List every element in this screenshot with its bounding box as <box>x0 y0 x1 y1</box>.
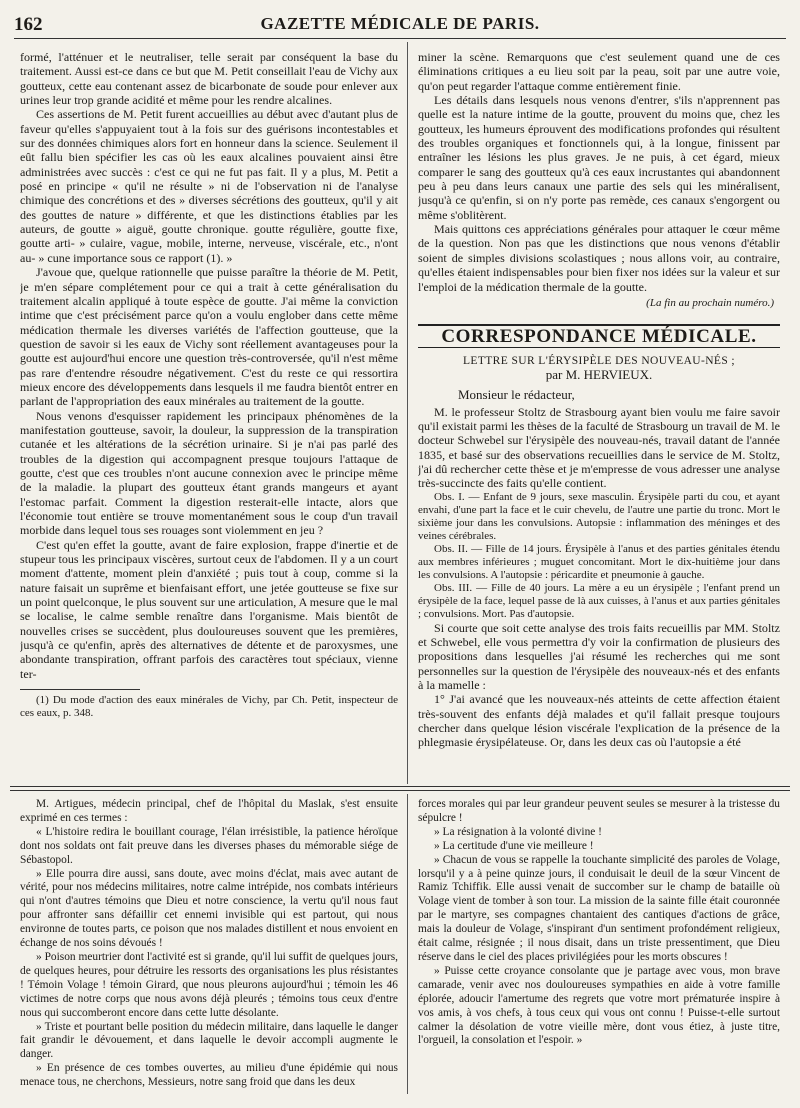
journal-title: GAZETTE MÉDICALE DE PARIS. <box>260 14 540 33</box>
paragraph: forces morales qui par leur grandeur peuvent seules se mesurer à la tristesse du sépulcre ! <box>418 798 780 824</box>
column-divider <box>407 42 408 784</box>
observation: Obs. III. — Fille de 40 jours. La mère a eu un érysipèle ; l'enfant prend un érysipèle de la face, lequel passe de là aux cuisses, à l'anus et aux parties génitales ; convulsions. Mort. Pas d'autopsie. <box>418 581 780 620</box>
left-column <box>20 50 398 782</box>
salutation: Monsieur le rédacteur, <box>458 387 575 403</box>
bottom-right-column <box>418 798 780 1098</box>
paragraph: formé, l'atténuer et le neutraliser, telle serait par conséquent la base du traitement. Aussi est-ce dans ce but que M. Petit conseillait l'eau de Vichy aux goutteux, cette eau contenant assez de bicarbonate de soude pour enlever aux urines leur trop grande acidité et même pour les rendre alcalines. <box>20 50 398 108</box>
paragraph: » La certitude d'une vie meilleure ! <box>434 839 594 852</box>
paragraph: » Elle pourra dire aussi, sans doute, avec moins d'éclat, mais avec autant de vérité, pour nos médecins militaires, notre calme intrépide, nos combats intérieurs qui n'ont d'autres témoins que Dieu et notre conscience, la vertu qu'il nous faut pour affronter sans défaillir cet ennemi invisible qui est partout, qui nous environne de toutes parts, ce poison que nos malades distillent et nous envoient en échange de nos soins dévoués ! <box>20 867 398 950</box>
paragraph: » La résignation à la volonté divine ! <box>434 825 602 838</box>
paragraph: » Puisse cette croyance consolante que je partage avec vous, mon brave camarade, venir avec nos douloureuses sympathies en aide à votre famille éplorée, adoucir l'amertume des regrets que votre mort prématurée inspire à vos amis, à vos chefs, à tous ceux qui vous ont connu ! Puisse-t-elle surtout calmer la désolation de votre vieille mère, dont vous étiez, à juste titre, l'orgueil, la consolation et l'espoir. » <box>418 964 780 1047</box>
paragraph: » En présence de ces tombes ouvertes, au milieu d'une épidémie qui nous menace tous, ne cherchons, Messieurs, notre sang froid que dans les deux <box>20 1062 398 1089</box>
column-divider <box>407 794 408 1094</box>
paragraph: » Triste et pourtant belle position du médecin militaire, dans laquelle le danger fait grandir le dévouement, et dans laquelle le devoir accompli augmente le danger. <box>20 1020 398 1061</box>
right-column <box>418 50 780 784</box>
continuation-note: (La fin au prochain numéro.) <box>646 296 774 309</box>
observation: Obs. II. — Fille de 14 jours. Érysipèle à l'anus et des parties génitales étendu aux membres inférieures ; muguet concomitant. Mort le dix-huitième jour dans les convulsions. A l'autopsie : péricardite et pneumonie à gauche. <box>418 542 780 581</box>
section-heading-box <box>418 324 780 347</box>
paragraph: « L'histoire redira le bouillant courage, l'élan irrésistible, la patience héroïque dont nos soldats ont fait preuve dans les diverses phases du mémorable siége de Sébastopol. <box>20 825 398 866</box>
section-title: CORRESPONDANCE MÉDICALE. <box>441 326 757 348</box>
paragraph: » Poison meurtrier dont l'activité est si grande, qu'il lui suffit de quelques jours, de quelques heures, pour détruire les ressorts des organisations les plus résistantes ! Témoin Volage ! témoin Girard, que nous pleurons aujourd'hui ; témoin les 46 victimes de notre corps que nous avons déjà pleurés ; témoins tous ceux d'entre nous qui succomberont encore dans cette lutte désolante. <box>20 950 398 1019</box>
paragraph: M. le professeur Stoltz de Strasbourg ayant bien voulu me faire savoir qu'il existait parmi les thèses de la faculté de Strasbourg un travail de M. le docteur Schwebel sur l'érysipèle des nouveau-nés, travail datant de l'année 1835, et basé sur des observations recueillies dans le service de M. Stoltz, j'ai dû rechercher cette thèse et je m'empresse de vous adresser une analyse très-succincte des faits qu'elle contient. <box>418 404 780 491</box>
letter-title: LETTRE SUR L'ÉRYSIPÈLE DES NOUVEAU-NÉS ; <box>462 354 736 367</box>
paragraph: Mais quittons ces appréciations générales pour attaquer le cœur même de la question. Non pas que les distinctions que nous venons d'établir soient de simples divisions scolastiques ; nous allons voir, au contraire, qu'elles étaient indispensables pour bien fixer nos idées sur la valeur et sur l'emploi de la médication thermale de la goutte. <box>418 222 780 294</box>
paragraph: Nous venons d'esquisser rapidement les principaux phénomènes de la manifestation goutteuse, savoir, la douleur, la suppression de la transpiration cutanée et les altérations de la sécrétion urinaire. Si je n'ai pas parlé des troubles de la digestion qui accompagnent presque toujours l'attaque de goutte, c'est que ces troubles n'ont aucune connexion avec le principe même de la maladie. la plupart des goutteux étant grands mangeurs et ayant l'estomac parfait. Comment la digestion resterait-elle intacte, alors que l'économie tout entière se trouve momentanément sous le coup d'un travail morbide dans lequel tous ses rouages sont violemment en jeu ? <box>20 408 398 538</box>
paragraph: Les détails dans lesquels nous venons d'entrer, s'ils n'apprennent pas quelle est la nature intime de la goutte, prouvent du moins que, chez les goutteux, les humeurs éprouvent des modifications profondes qui résultent des troubles organiques et fonctionnels qui, à la longue, finissent par entraîner les lésions les plus graves. Je ne puis, à cet égard, mieux comparer le sang des goutteux qu'à ces eaux incrustantes qui abandonnent peu à peu dans leurs canaux une partie des sels qui les minéralisent, jusqu'à ce qu'enfin, si on n'y porte pas remède, ces canaux s'engorgent ou même s'oblitèrent. <box>418 93 780 222</box>
paragraph: » Chacun de vous se rappelle la touchante simplicité des paroles de Volage, lorsqu'il y a à peine quinze jours, il conduisait le deuil de la sœur Vincent de Ramiz Tchiffik. Elle aussi venait de succomber sur le champ de bataille où Volage vient de tomber à son tour. La mission de la sainte fille était couronnée par le martyre, ses compagnes chantaient des cantiques d'actions de grâce, mais la douleur de Volage, s'inspirant d'un sentiment profondément religieux, était calme, résignée ; il nous disait, dans un triste pressentiment, que Dieu réserve dans le ciel des places privilégiées pour les morts obscures ! <box>418 853 780 963</box>
paragraph: J'avoue que, quelque rationnelle que puisse paraître la théorie de M. Petit, je m'en sépare complétement pour ce qui a trait à cette généralisation du traitement alcalin appliqué à toute espèce de goutte. J'ai même la conviction intime que c'est précisément parce qu'on a voulu englober dans cette même médication thermale les diverses variétés de l'affection goutteuse, que la question de savoir si les eaux de Vichy sont réellement avantageuses pour la goutte est aujourd'hui encore une question très-controversée, qu'il n'est même pas rare d'entendre résoudre négativement. C'est du reste ce qui ressortira mieux encore des développements dans lesquels il me faudra bientôt entrer en parlant de l'appropriation des eaux minérales au traitement de la goutte. <box>20 265 398 409</box>
footnote: (1) Du mode d'action des eaux minérales de Vichy, par Ch. Petit, inspecteur de ces eaux, p. 348. <box>20 694 398 720</box>
observation: Obs. I. — Enfant de 9 jours, sexe masculin. Érysipèle parti du cou, et ayant envahi, d'une part la face et le cuir chevelu, de l'autre une partie du tronc. Mort le sixième jour dans les convulsions. Autopsie : inflammation des méninges et des veines cérébrales. <box>418 490 780 542</box>
page-header <box>14 12 786 39</box>
paragraph: Si courte que soit cette analyse des trois faits recueillis par MM. Stoltz et Schwebel, elle vous permettra d'y voir la confirmation de plusieurs des propositions dans lesquelles j'ai résumé les recherches qui me sont personnelles sur la question de l'érysipèle des nouveaux-nés et des enfants à la mamelle : <box>418 620 780 692</box>
letter-author: par M. HERVIEUX. <box>545 366 653 382</box>
page-number: 162 <box>14 14 43 35</box>
paragraph: 1° J'ai avancé que les nouveaux-nés atteints de cette affection étaient très-souvent des enfants déjà malades et qu'il fallait presque toujours chercher dans quelque lésion viscérale l'explication de la présence de la phlegmasie érysipélateuse. Or, dans les deux cas où l'autopsie a été <box>418 692 780 750</box>
paragraph: C'est qu'en effet la goutte, avant de faire explosion, frappe d'inertie et de stupeur tous les principaux viscères, surtout ceux de l'abdomen. Il y a un court moment d'attente, moment plein d'anxiété ; puis tout à coup, comme si la nature faisait un suprême et bienfaisant effort, une jetée goutteuse se fixe sur un point quelconque, le plus souvent sur une articulation, A mesure que le mal se localise, le calme semble renaître dans l'organisme. Mais bientôt de nouvelles crises se succèdent, plus douloureuses souvent que les premières, jusqu'à ce qu'enfin, après des alternatives de détente et de paroxysmes, une abondante transpiration, offrant parfois des caractères tout spéciaux, vienne ter- <box>20 537 398 681</box>
footnote-rule <box>20 689 140 690</box>
bottom-left-column <box>20 798 398 1098</box>
section-separator <box>10 786 790 791</box>
paragraph: M. Artigues, médecin principal, chef de l'hôpital du Maslak, s'est ensuite exprimé en ces termes : <box>20 798 398 824</box>
paragraph: Ces assertions de M. Petit furent accueillies au début avec d'autant plus de faveur qu'elles s'appuyaient tout à la fois sur des guérisons incontestables et sur des données chimiques alors fort en honneur dans la science. Seulement il eût fallu bien spécifier les cas où les eaux alcalines pouvaient ainsi être administrées avec succès : c'est ce qui ne fut pas fait. Il y a plus, M. Petit a posé en principe « qu'il ne résulte » ni de l'observation ni de l'analyse chimique des concrétions et des » diverses sécrétions des goutteux, qu'il y ait des gouttes de nature » différente, et que les distinctions établies par les auteurs, de goutte » aiguë, goutte chronique. goutte régulière, goutte fixe, goutte arti- » culaire, vague, mobile, interne, nerveuse, viscérale, etc., n'ont au- » cune importance sous ce rapport (1). » <box>20 107 398 265</box>
paragraph: miner la scène. Remarquons que c'est seulement quand une de ces éliminations critiques a eu lieu soit par la peau, soit par une autre voie, qu'on peut regarder l'attaque comme entièrement finie. <box>418 50 780 93</box>
